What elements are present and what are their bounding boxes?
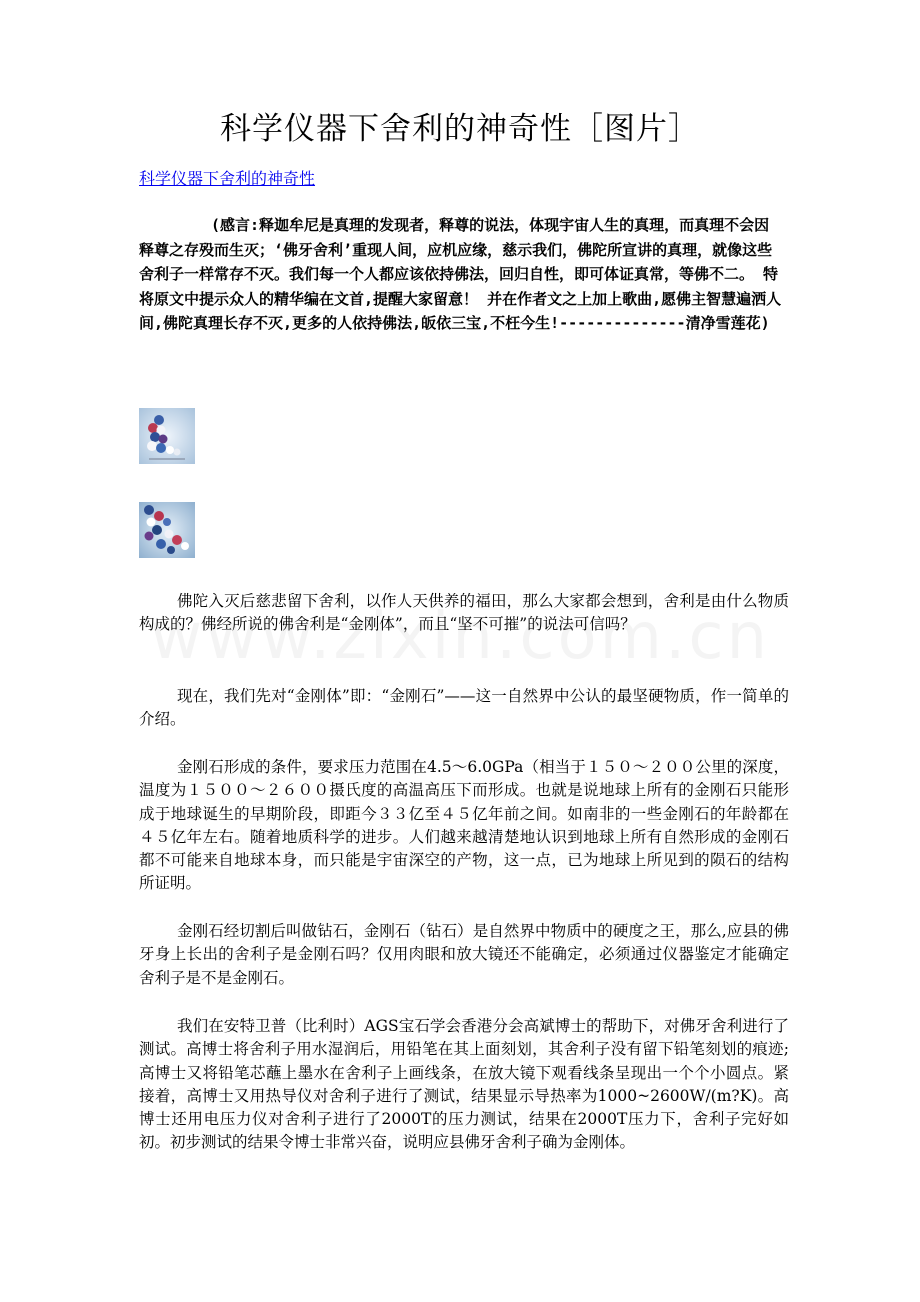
relic-photo-thumbnail[interactable] bbox=[139, 502, 195, 558]
body-paragraph: 金刚石形成的条件，要求压力范围在4.5～6.0GPa（相当于１５０～２００公里的深度，温度为１５００～２６００摄氏度的高温高压下而形成。也就是说地球上所有的金刚石只能形成于地球诞生的早期阶段，即距今３３亿至４５亿年前之间。如南非的一些金刚石的年龄都在４５亿年左右。随着地质科学的进步。人们越来越清楚地认识到地球上所有自然形成的金刚石都不可能来自地球本身，而只能是宇宙深空的产物，这一点，已为地球上所见到的陨石的结构所证明。 bbox=[139, 758, 789, 893]
body-paragraph: 我们在安特卫普（比利时）AGS宝石学会香港分会高斌博士的帮助下，对佛牙舍利进行了测试。高博士将舍利子用水湿润后，用铅笔在其上面刻划，其舍利子没有留下铅笔刻划的痕迹; 高博士又将铅笔芯蘸上墨水在舍利子上画线条，在放大镜下观看线条呈现出一个个小圆点。紧接着，高博士又用热导仪对舍利子进行了测试，结果显示导热率为1000~2600W/(m?K)。高博士还用电压力仪对舍利子进行了2000T的压力测试，结果在2000T压力下，舍利子完好如初。初步测试的结果令博士非常兴奋，说明应县佛牙舍利子确为金刚体。 bbox=[139, 1017, 789, 1152]
body-paragraph: 现在，我们先对“金刚体”即：“金刚石”——这一自然界中公认的最坚硬物质，作一简单的介绍。 bbox=[139, 687, 789, 729]
relic-photo-image bbox=[139, 502, 195, 558]
article-link[interactable]: 科学仪器下舍利的神奇性 bbox=[139, 169, 316, 188]
relic-photo-thumbnail[interactable] bbox=[139, 408, 195, 464]
preface-paragraph: (感言:释迦牟尼是真理的发现者，释尊的说法，体现宇宙人生的真理，而真理不会因释尊之存殁而生灭；‘佛牙舍利’重现人间，应机应缘，慈示我们，佛陀所宣讲的真理，就像这些舍利子一样常存不灭。我们每一个人都应该依持佛法，回归自性，即可体证真常，等佛不二。 特将原文中提示众人的精华编在文首,提醒大家留意！ 并在作者文之上加上歌曲,愿佛主智慧遍洒人间,佛陀真理长存不灭,更多的人依持佛法,皈依三宝,不枉今生!--------------清净雪莲花) bbox=[139, 216, 782, 332]
body-paragraph: 佛陀入灭后慈悲留下舍利，以作人天供养的福田，那么大家都会想到，舍利是由什么物质构成的？佛经所说的佛舍利是“金刚体”，而且“坚不可摧”的说法可信吗？ bbox=[139, 592, 789, 634]
document-title: 科学仪器下舍利的神奇性［图片］ bbox=[220, 111, 700, 147]
relic-photo-image bbox=[139, 408, 195, 464]
body-paragraph: 金刚石经切割后叫做钻石，金刚石（钻石）是自然界中物质中的硬度之王，那么,应县的佛牙身上长出的舍利子是金刚石吗？仅用肉眼和放大镜还不能确定，必须通过仪器鉴定才能确定舍利子是不是金刚石。 bbox=[139, 922, 789, 987]
